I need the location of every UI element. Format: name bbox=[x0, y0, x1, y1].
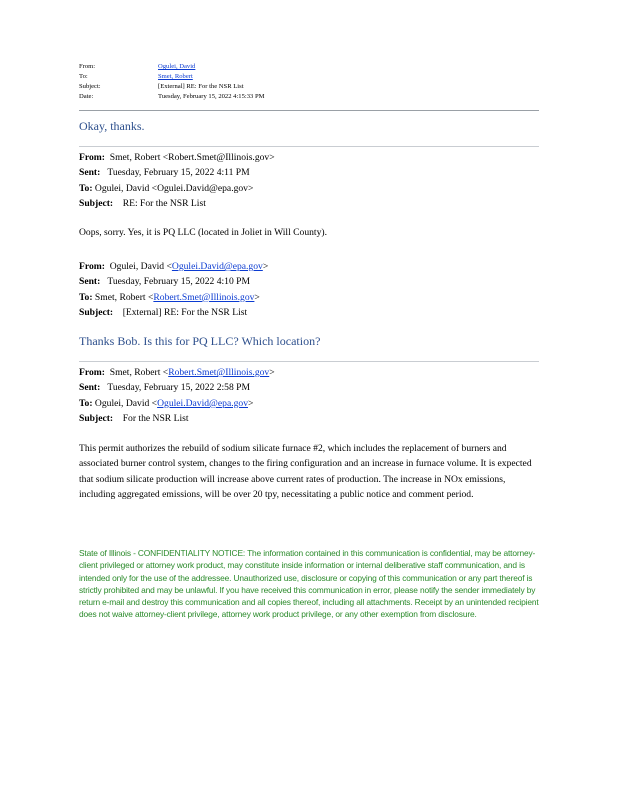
email-2-headers bbox=[79, 259, 268, 321]
header-subject-value: [External] RE: For the NSR List bbox=[158, 83, 244, 90]
header-date-label: Date: bbox=[79, 93, 94, 100]
email-2-from-close: > bbox=[262, 261, 269, 272]
email-3-from-row bbox=[79, 365, 275, 380]
email-2-from-label: From: bbox=[79, 261, 105, 272]
email-2-to-close: > bbox=[254, 291, 260, 303]
header-date-row bbox=[79, 92, 264, 102]
email-3-from-label: From: bbox=[79, 367, 105, 378]
email-2-to-name: Smet, Robert < bbox=[94, 291, 154, 303]
confidentiality-notice: State of Illinois - CONFIDENTIALITY NOTICE: The information contained in this communication is confidential, may be attorney-client privileged or attorney work product, may constitute inside information or internal deliberative staff communication, and is intended only for the use of the addressee. Unauthorized use, disclosure or copying of this communication or any part thereof is strictly prohibited and may be unlawful. If you have received this communication in error, please notify the sender immediately by return e-mail and destroy this communication and all copies thereof, including all attachments. Receipt by an unintended recipient does not waive attorney-client privilege, attorney work product privilege, or any other exemption from disclosure. bbox=[79, 548, 539, 620]
reply-message-1: Okay, thanks. bbox=[79, 119, 145, 133]
email-1-sent-label: Sent: bbox=[79, 167, 101, 179]
email-2-subject-row bbox=[79, 305, 268, 320]
email-1-subject-row bbox=[79, 196, 275, 211]
email-2-sent-row bbox=[79, 274, 268, 289]
email-3-headers bbox=[79, 365, 275, 427]
email-1-to-value: Ogulei, David <Ogulei.David@epa.gov> bbox=[94, 182, 254, 194]
email-2-subject-label: Subject: bbox=[79, 307, 114, 319]
reply-message-2: Thanks Bob. Is this for PQ LLC? Which location? bbox=[79, 334, 321, 348]
email-3-to-name: Ogulei, David < bbox=[94, 397, 158, 409]
email-3-subject-label: Subject: bbox=[79, 413, 114, 425]
email-3-from-close: > bbox=[269, 367, 275, 378]
email-header bbox=[79, 62, 264, 102]
email-2-from-row bbox=[79, 259, 268, 274]
email-1-sent-row bbox=[79, 165, 275, 180]
email-1-to-row bbox=[79, 181, 275, 196]
email-3-from-name: Smet, Robert < bbox=[109, 367, 169, 378]
header-subject-label: Subject: bbox=[79, 83, 101, 90]
email-1-body: Oops, sorry. Yes, it is PQ LLC (located in Joliet in Will County). bbox=[79, 227, 327, 238]
email-2-sent-label: Sent: bbox=[79, 276, 101, 288]
email-3-sent-label: Sent: bbox=[79, 382, 101, 394]
header-to-label: To: bbox=[79, 73, 88, 80]
header-from-label: From: bbox=[79, 63, 96, 70]
email-3-body: This permit authorizes the rebuild of sodium silicate furnace #2, which includes the replacement of burners and associated burner control system, changes to the firing configuration and an increase in furnace volume. It is expected that sodium silicate production will increase above current rates of production. The increase in NOx emissions, including aggregated emissions, will be over 20 tpy, necessitating a public notice and comment period. bbox=[79, 443, 532, 501]
email-1-to-label: To: bbox=[79, 182, 93, 194]
email-2-from-name: Ogulei, David < bbox=[109, 261, 172, 272]
header-divider bbox=[79, 110, 539, 111]
email-3-from-email-link[interactable]: Robert.Smet@Illinois.gov bbox=[168, 367, 270, 378]
email-1-from-value: Smet, Robert <Robert.Smet@Illinois.gov> bbox=[109, 152, 275, 163]
header-to-link[interactable]: Smet, Robert bbox=[158, 73, 193, 80]
header-subject-row bbox=[79, 82, 264, 92]
email-2-to-email-link[interactable]: Robert.Smet@Illinois.gov bbox=[153, 291, 255, 303]
email-3-to-row bbox=[79, 396, 275, 411]
header-to-row bbox=[79, 72, 264, 82]
header-from-link[interactable]: Ogulei, David bbox=[158, 63, 196, 70]
email-3-subject-value: For the NSR List bbox=[122, 413, 189, 425]
email-3-to-label: To: bbox=[79, 397, 93, 409]
email-2-to-row bbox=[79, 290, 268, 305]
email-3-sent-value: Tuesday, February 15, 2022 2:58 PM bbox=[107, 382, 251, 394]
email-1-from-label: From: bbox=[79, 152, 105, 163]
message-divider-2 bbox=[79, 361, 539, 362]
email-2-subject-value: [External] RE: For the NSR List bbox=[122, 307, 248, 319]
email-1-sent-value: Tuesday, February 15, 2022 4:11 PM bbox=[107, 167, 250, 179]
email-1-subject-label: Subject: bbox=[79, 198, 114, 210]
message-divider-1 bbox=[79, 146, 539, 147]
email-3-to-close: > bbox=[248, 397, 254, 409]
header-date-value: Tuesday, February 15, 2022 4:15:33 PM bbox=[158, 93, 265, 100]
email-2-from-email-link[interactable]: Ogulei.David@epa.gov bbox=[171, 261, 263, 272]
email-3-to-email-link[interactable]: Ogulei.David@epa.gov bbox=[157, 397, 248, 409]
email-2-to-label: To: bbox=[79, 291, 93, 303]
email-1-headers bbox=[79, 150, 275, 212]
email-3-sent-row bbox=[79, 380, 275, 395]
email-2-sent-value: Tuesday, February 15, 2022 4:10 PM bbox=[107, 276, 251, 288]
email-3-subject-row bbox=[79, 411, 275, 426]
email-1-subject-value: RE: For the NSR List bbox=[122, 198, 206, 210]
email-1-from-row bbox=[79, 150, 275, 165]
header-from-row bbox=[79, 62, 264, 72]
